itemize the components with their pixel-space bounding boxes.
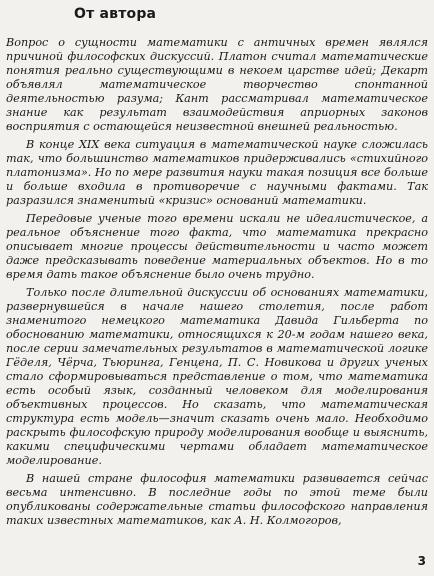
page-number: 3	[417, 554, 426, 568]
paragraph-4: Только после длительной дискуссии об основаниях математики, развернувшейся в начале нашего столетия, после работ знаменитого немецкого математика Давида Гильберта по обоснованию математики, относящихся к 20-м годам нашего века, после серии замечательных результатов в математической логике Гёделя, Чёрча, Тьюринга, Генцена, П. С. Новикова и других ученых стало сформировываться представление о том, что математика есть особый язык, созданный человеком для моделирования объективных процессов. Но сказать, что математическая структура есть модель—значит сказать очень мало. Необходимо раскрыть философскую природу моделирования вообще и выяснить, какими специфическими чертами обладает математическое моделирование.	[6, 286, 428, 467]
paragraph-5: В нашей стране философия математики развивается сейчас весьма интенсивно. В последние годы по этой теме были опубликованы содержательные статьи философского направления таких известных математиков, как А. Н. Колмогоров,	[6, 472, 428, 527]
page-heading: От автора	[74, 6, 157, 22]
paragraph-2: В конце XIX века ситуация в математической науке сложилась так, что большинство математиков придерживались «стихийного платонизма». Но по мере развития науки такая позиция все больше и больше входила в противоречие с научными фактами. Так разразился знаменитый «кризис» оснований математики.	[6, 138, 428, 207]
paragraph-1: Вопрос о сущности математики с античных времен являлся причиной философских дискуссий. Платон считал математические понятия реально существующими в некоем царстве идей; Декарт объявлял математическое творчество спонтанной деятельностью разума; Кант рассматривал математическое знание как результат взаимодействия априорных законов восприятия с остающейся неизвестной внешней реальностью.	[6, 36, 428, 133]
body-text	[6, 36, 428, 528]
paragraph-3: Передовые ученые того времени искали не идеалистическое, а реальное объяснение того факта, что математика прекрасно описывает многие процессы действительности и часто может даже предсказывать поведение материальных объектов. Но в то время дать такое объяснение было очень трудно.	[6, 212, 428, 281]
